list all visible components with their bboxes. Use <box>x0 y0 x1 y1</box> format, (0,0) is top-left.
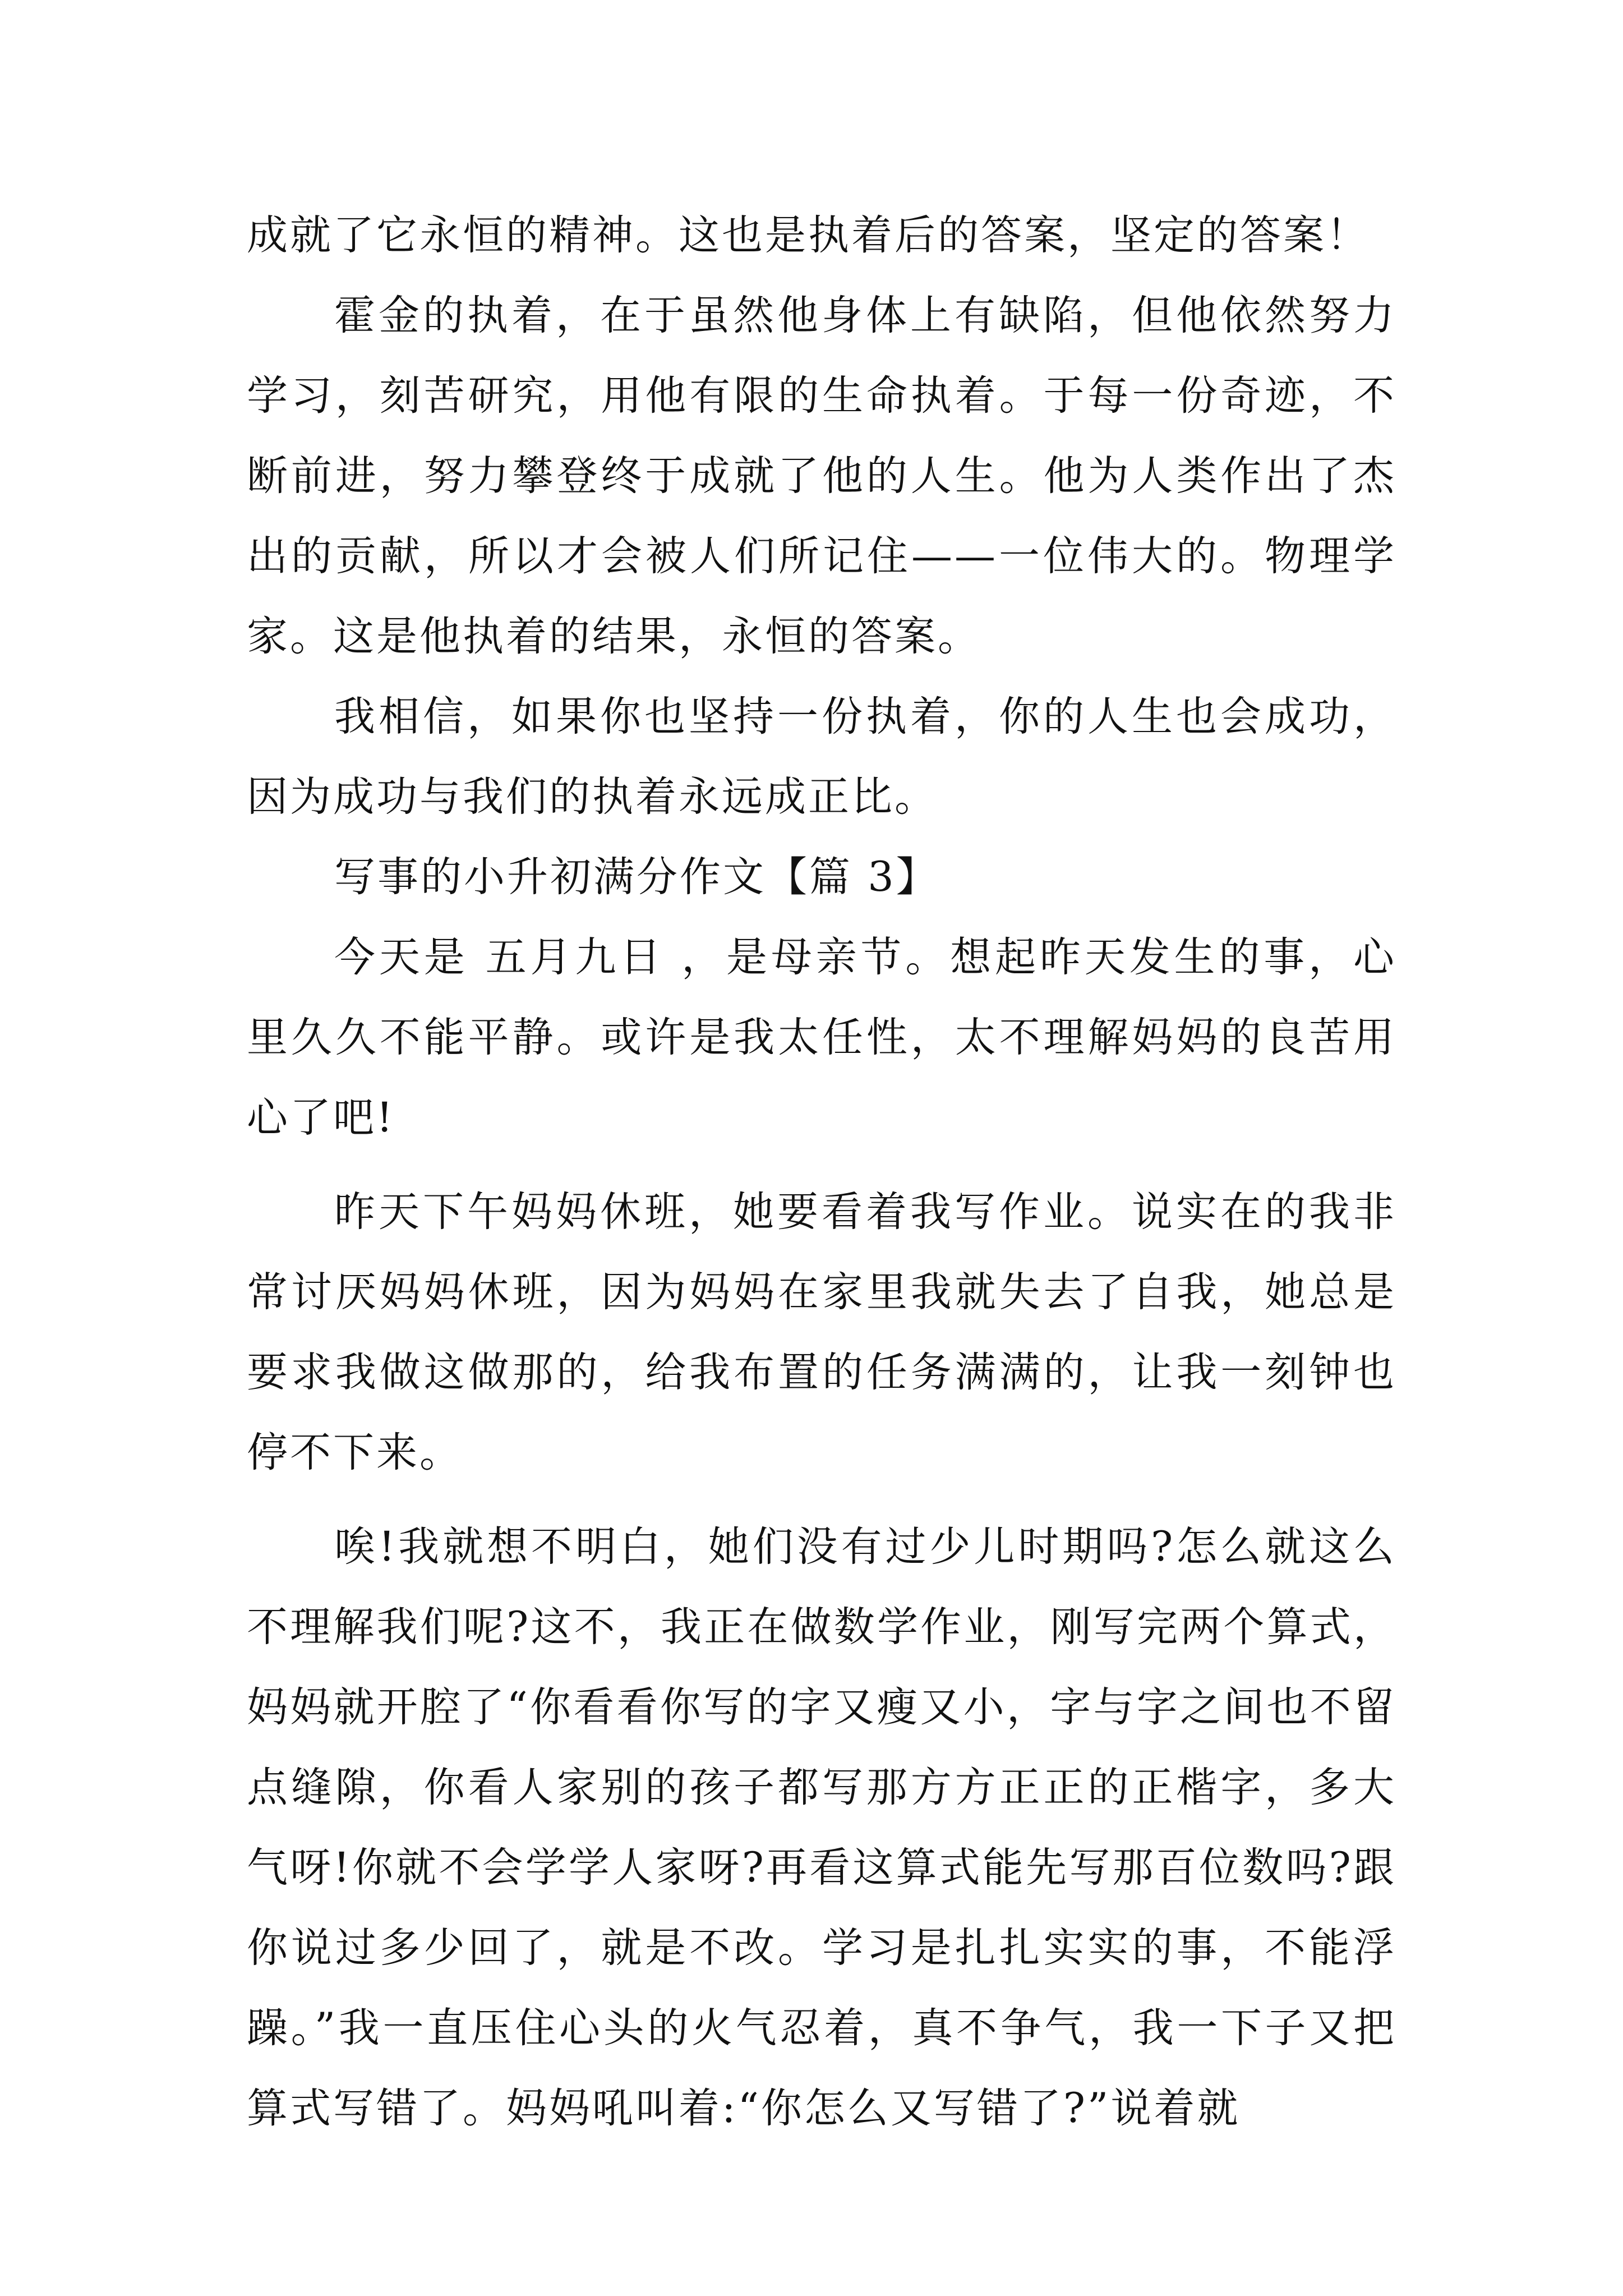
paragraph-1: 成就了它永恒的精神。这也是执着后的答案，坚定的答案！ <box>247 211 1370 259</box>
paragraph-4: 今天是 五月九日 ，是母亲节。想起昨天发生的事，心里久久不能平静。或许是我太任性，太不理解妈妈的良苦用心了吧! <box>247 933 1396 1142</box>
paragraph-3: 我相信，如果你也坚持一份执着，你的人生也会成功，因为成功与我们的执着永远成正比。 <box>247 693 1396 821</box>
paragraph-2: 霍金的执着，在于虽然他身体上有缺陷，但他依然努力学习，刻苦研究，用他有限的生命执着。于每一份奇迹，不断前进，努力攀登终于成就了他的人生。他为人类作出了杰出的贡献，所以才会被人们所记住——一位伟大的。物理学家。这是他执着的结果，永恒的答案。 <box>247 292 1396 660</box>
paragraph-6: 唉!我就想不明白，她们没有过少儿时期吗?怎么就这么不理解我们呢?这不，我正在做数学作业，刚写完两个算式，妈妈就开腔了“你看看你写的字又瘦又小，字与字之间也不留点缝隙，你看人家别的孩子都写那方方正正的正楷字，多大气呀!你就不会学学人家呀?再看这算式能先写那百位数吗?跟你说过多少回了，就是不改。学习是扎扎实实的事，不能浮躁。”我一直压住心头的火气忍着，真不争气，我一下子又把算式写错了。妈妈吼叫着:“你怎么又写错了?”说着就 <box>247 1523 1396 2132</box>
section-heading: 写事的小升初满分作文【篇 3】 <box>334 853 939 901</box>
paragraph-5: 昨天下午妈妈休班，她要看着我写作业。说实在的我非常讨厌妈妈休班，因为妈妈在家里我就失去了自我，她总是要求我做这做那的，给我布置的任务满满的，让我一刻钟也停不下来。 <box>247 1188 1396 1476</box>
document-body <box>247 195 1396 2148</box>
